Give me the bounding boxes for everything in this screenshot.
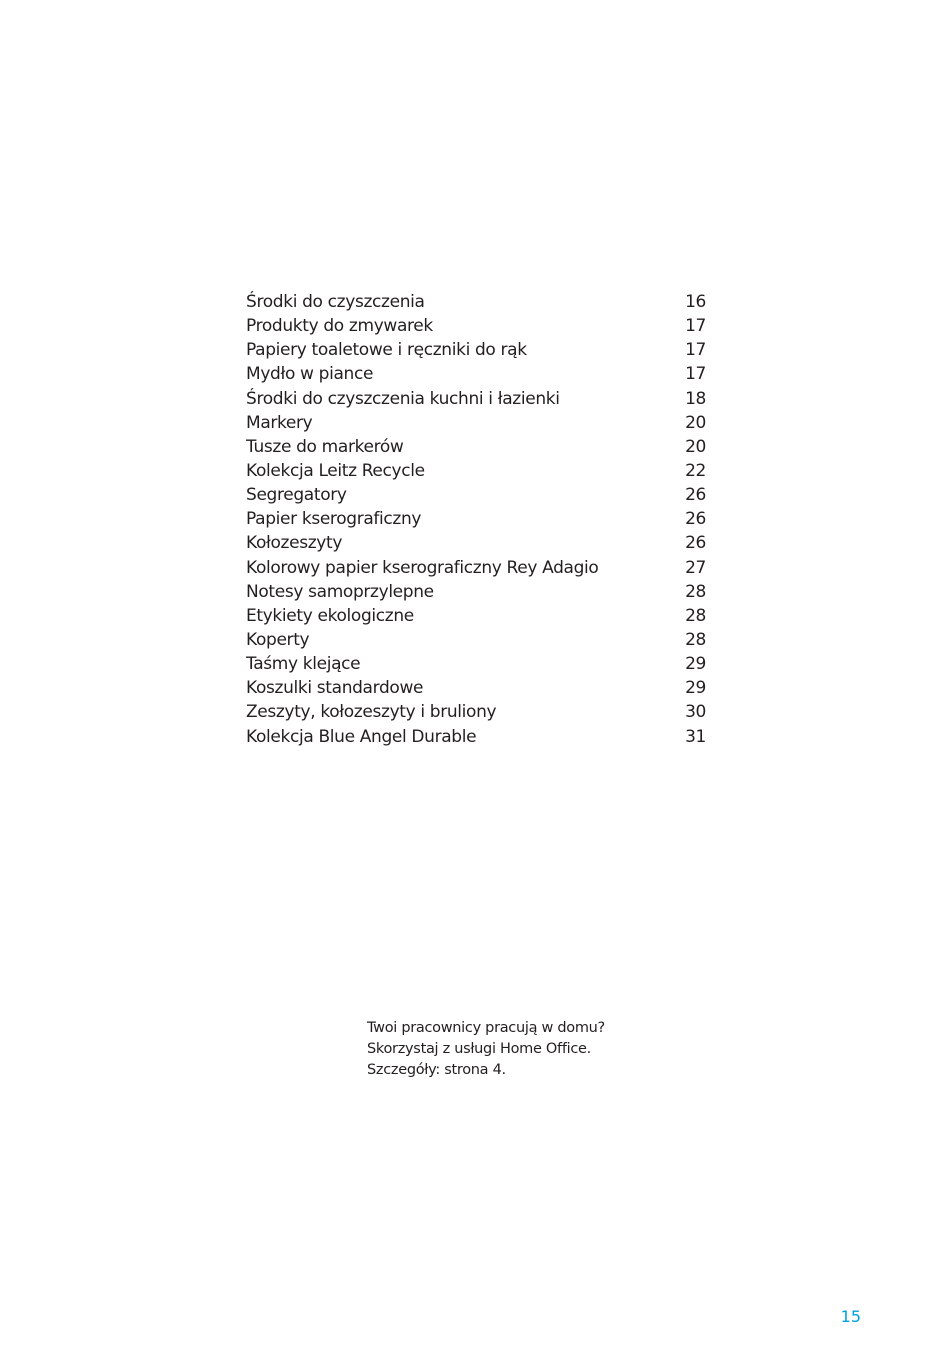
toc-row	[246, 411, 708, 435]
toc-entry-title: Notesy samoprzylepne	[246, 581, 434, 602]
toc-row	[246, 700, 708, 724]
toc-row	[246, 387, 708, 411]
toc-entry-title: Mydło w piance	[246, 364, 374, 385]
toc-row	[246, 556, 708, 580]
toc-row	[246, 507, 708, 531]
page-number: 15	[840, 1307, 861, 1326]
toc-row	[246, 652, 708, 676]
toc-entry-title: Papier kserograficzny	[246, 509, 422, 530]
toc-entry-page: 26	[685, 485, 706, 506]
note-line: Twoi pracownicy pracują w domu?	[367, 1020, 605, 1036]
toc-row	[246, 338, 708, 362]
toc-entry-page: 29	[685, 678, 706, 699]
toc-entry-title: Tusze do markerów	[246, 436, 404, 457]
toc-entry-title: Środki do czyszczenia kuchni i łazienki	[246, 388, 560, 409]
note-line: Szczegóły: strona 4.	[367, 1062, 506, 1078]
toc-entry-title: Etykiety ekologiczne	[246, 605, 414, 626]
toc-row	[246, 676, 708, 700]
toc-entry-page: 30	[685, 702, 706, 723]
toc-entry-page: 16	[685, 292, 706, 312]
toc-row	[246, 290, 708, 314]
toc-row	[246, 459, 708, 483]
toc-entry-page: 28	[685, 581, 706, 602]
toc-entry-page: 17	[685, 364, 706, 385]
toc-row	[246, 483, 708, 507]
toc-entry-title: Papiery toaletowe i ręczniki do rąk	[246, 340, 527, 361]
toc-row	[246, 628, 708, 652]
toc-row	[246, 314, 708, 338]
toc-entry-title: Taśmy klejące	[246, 654, 361, 675]
toc-entry-page: 26	[685, 509, 706, 530]
toc-entry-page: 28	[685, 629, 706, 650]
toc-entry-page: 22	[685, 460, 706, 481]
toc-row	[246, 435, 708, 459]
note-line: Skorzystaj z usługi Home Office.	[367, 1041, 591, 1057]
toc-entry-title: Produkty do zmywarek	[246, 316, 433, 337]
toc-entry-title: Kolekcja Blue Angel Durable	[246, 726, 477, 747]
toc-row	[246, 725, 708, 749]
toc-entry-page: 17	[685, 340, 706, 361]
toc-entry-page: 29	[685, 654, 706, 675]
toc-entry-title: Koszulki standardowe	[246, 678, 424, 699]
toc-entry-page: 27	[685, 557, 706, 578]
toc-entry-page: 17	[685, 316, 706, 337]
toc-entry-page: 26	[685, 533, 706, 554]
toc-row	[246, 531, 708, 555]
toc-row	[246, 580, 708, 604]
toc-entry-title: Środki do czyszczenia	[246, 292, 425, 312]
toc-entry-title: Koperty	[246, 629, 310, 650]
toc-entry-title: Zeszyty, kołozeszyty i bruliony	[246, 702, 497, 723]
toc-entry-page: 20	[685, 412, 706, 433]
toc-entry-page: 20	[685, 436, 706, 457]
toc-entry-page: 18	[685, 388, 706, 409]
table-of-contents	[246, 290, 708, 749]
toc-row	[246, 362, 708, 386]
toc-entry-title: Kolekcja Leitz Recycle	[246, 460, 425, 481]
toc-entry-page: 28	[685, 605, 706, 626]
toc-entry-page: 31	[685, 726, 706, 747]
toc-entry-title: Kolorowy papier kserograficzny Rey Adagio	[246, 557, 599, 578]
toc-row	[246, 604, 708, 628]
toc-entry-title: Markery	[246, 412, 313, 433]
toc-entry-title: Segregatory	[246, 485, 347, 506]
home-office-note	[367, 1018, 605, 1081]
toc-entry-title: Kołozeszyty	[246, 533, 343, 554]
